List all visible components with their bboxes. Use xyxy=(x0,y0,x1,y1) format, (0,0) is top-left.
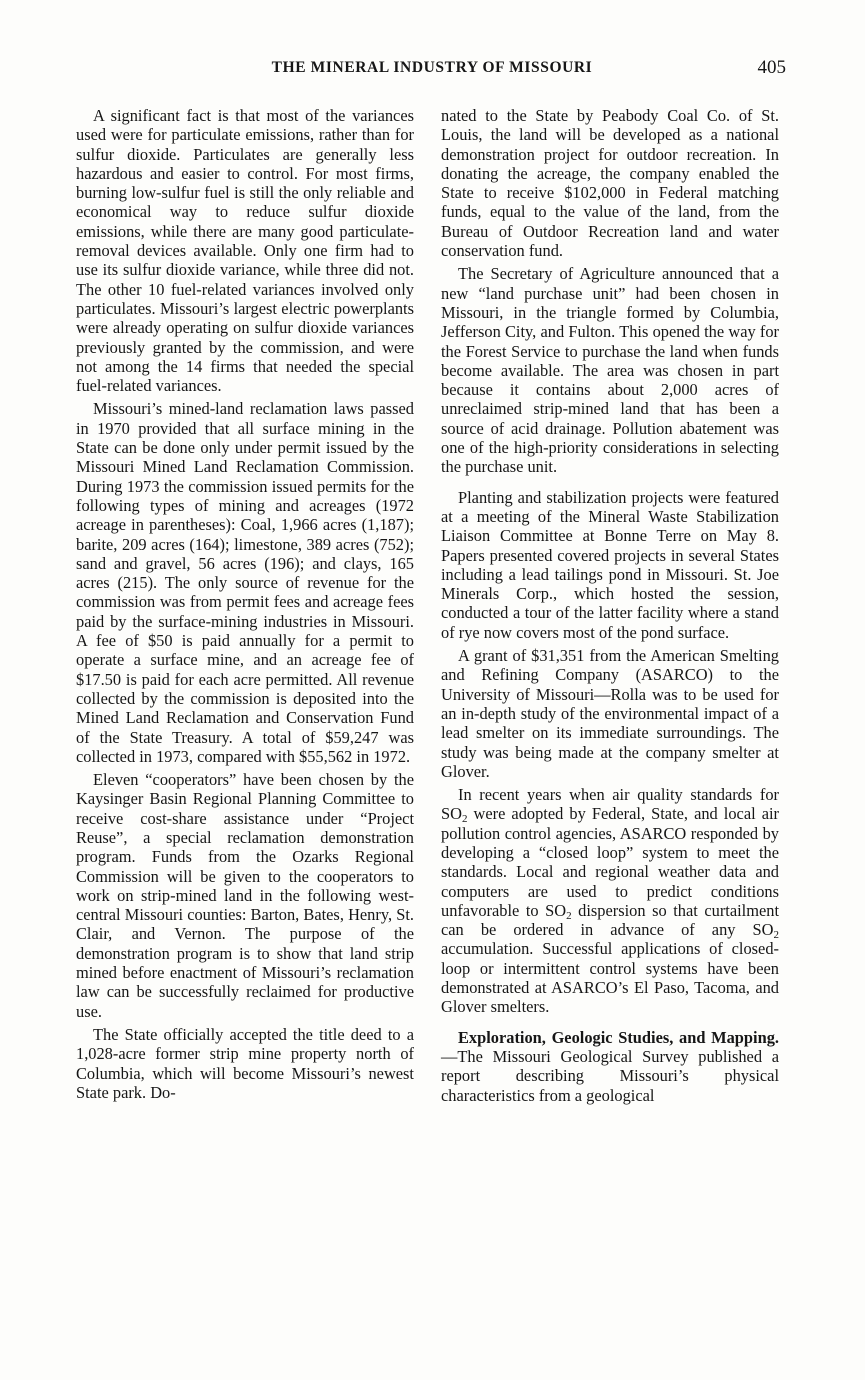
subscript-2: 2 xyxy=(461,813,468,826)
running-title: THE MINERAL INDUSTRY OF MISSOURI xyxy=(271,59,593,76)
paragraph-asarco-grant: A grant of $31,351 from the American Smelting and Refining Company (ASARCO) to the University of Missouri—Rolla was to be used for an in-depth study of the environmental impact of a lead smelter on its immediate surroundings. The study was being made at the company smelter at Glover. xyxy=(441,646,779,781)
closed-loop-text-4: accumulation. Successful applications of closed-loop or intermittent control systems have been demonstrated at ASARCO’s El Paso, Tacoma, and Glover smelters. xyxy=(441,939,779,1017)
closed-loop-text-1: In recent years when air quality standards for SO xyxy=(441,785,779,824)
paragraph-exploration xyxy=(441,1028,779,1105)
running-header xyxy=(78,57,786,83)
paragraph-stabilization-projects: Planting and stabilization projects were featured at a meeting of the Mineral Waste Stabilization Liaison Committee at Bonne Terre on May 8. Papers presented covered projects in several States including a lead tailings pond in Missouri. St. Joe Minerals Corp., which hosted the session, conducted a tour of the latter facility where a stand of rye now covers most of the pond surface. xyxy=(441,487,779,642)
paragraph-particulate-variances: A significant fact is that most of the variances used were for particulate emissions, rather than for sulfur dioxide. Particulates are generally less hazardous and easier to control. For most firms, burning low-sulfur fuel is still the only reliable and economical way to reduce sulfur dioxide emissions, while there are many good particulate-removal devices available. Only one firm had to use its sulfur dioxide variance, while three did not. The other 10 fuel-related variances involved only particulates. Missouri’s largest electric powerplants were already operating on sulfur dioxide variances previously granted by the commission, and were not among the 14 firms that needed the special fuel-related variances. xyxy=(76,106,414,396)
paragraph-state-park: The State officially accepted the title deed to a 1,028-acre former strip mine property north of Columbia, which will become Missouri’s newest State park. Do- xyxy=(76,1024,414,1102)
subscript-2: 2 xyxy=(773,929,779,942)
paragraph-closed-loop xyxy=(441,785,779,1017)
left-column xyxy=(76,106,414,1106)
exploration-text: —The Missouri Geological Survey published a report describing Missouri’s physical characteristics from a geological xyxy=(441,1046,779,1105)
paragraph-land-purchase-unit: The Secretary of Agriculture announced that a new “land purchase unit” had been chosen in Missouri, in the triangle formed by Columbia, Jefferson City, and Fulton. This opened the way for the Forest Service to purchase the land when funds become available. The area was chosen in part because it contains about 2,000 acres of unreclaimed strip-mined land that has been a source of acid drainage. Pollution abatement was one of the high-priority considerations in selecting the purchase unit. xyxy=(441,264,779,477)
section-heading-exploration: Exploration, Geologic Studies, and Mapping. xyxy=(458,1027,779,1047)
page-number: 405 xyxy=(757,57,786,78)
closed-loop-text-2: were adopted by Federal, State, and local air pollution control agencies, ASARCO responded by developing a “closed loop” system to meet the standards. Local and regional weather data and computers are used to predict conditions unfavorable to SO xyxy=(441,804,779,920)
right-column xyxy=(441,106,779,1109)
paragraph-state-park-continued: nated to the State by Peabody Coal Co. of St. Louis, the land will be developed as a national demonstration project for outdoor recreation. In donating the acreage, the company enabled the State to receive $102,000 in Federal matching funds, equal to the value of the land, from the Bureau of Outdoor Recreation land and water conservation fund. xyxy=(441,106,779,261)
paragraph-reclamation-laws: Missouri’s mined-land reclamation laws passed in 1970 provided that all surface mining in the State can be done only under permit issued by the Missouri Mined Land Reclamation Commission. During 1973 the commission issued permits for the following types of mining and acreages (1972 acreage in parentheses): Coal, 1,966 acres (1,187); barite, 209 acres (164); limestone, 389 acres (752); sand and gravel, 56 acres (196); and clays, 165 acres (215). The only source of revenue for the commission was from permit fees and acreage fees paid by the surface-mining industries in Missouri. A fee of $50 is paid annually for a permit to operate a surface mine, and an acreage fee of $17.50 is paid for each acre permitted. All revenue collected by the commission is deposited into the Mined Land Reclamation and Conservation Fund of the State Treasury. A total of $59,247 was collected in 1973, compared with $55,562 in 1972. xyxy=(76,399,414,766)
paragraph-project-reuse: Eleven “cooperators” have been chosen by the Kaysinger Basin Regional Planning Committee to receive cost-share assistance under “Project Reuse”, a special reclamation demonstration program. Funds from the Ozarks Regional Commission will be given to the cooperators to work on strip-mined land in the following west-central Missouri counties: Barton, Bates, Henry, St. Clair, and Vernon. The purpose of the demonstration program is to show that land strip mined before enactment of Missouri’s reclamation law can be successfully reclaimed for productive use. xyxy=(76,770,414,1021)
subscript-2: 2 xyxy=(566,909,572,922)
closed-loop-text-3: dispersion so that curtailment can be ordered in advance of any SO xyxy=(441,900,779,940)
